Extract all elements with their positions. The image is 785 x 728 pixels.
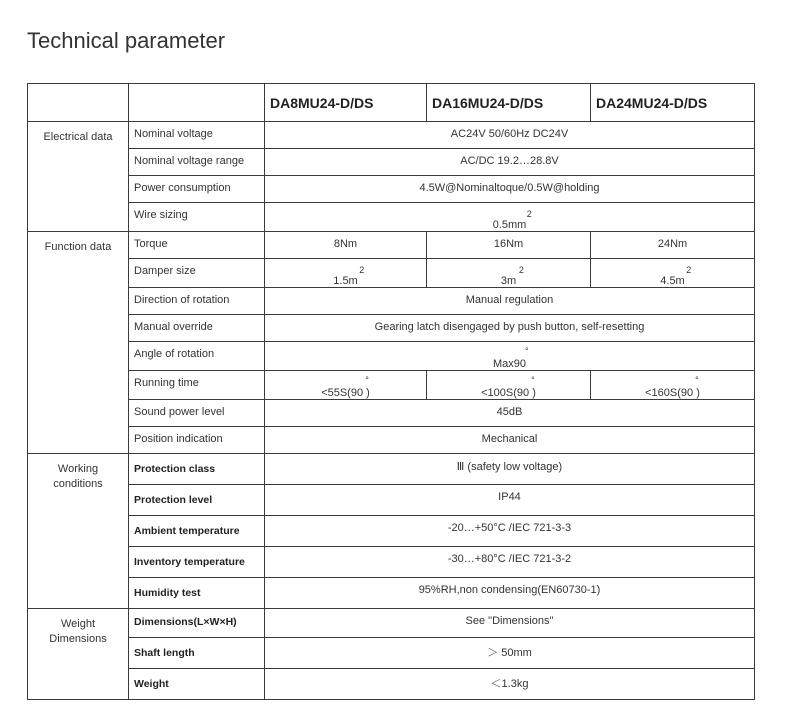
table-row	[28, 176, 755, 203]
row-label: Protection level	[129, 485, 265, 516]
row-label: Ambient temperature	[129, 516, 265, 547]
row-label: Damper size	[129, 259, 265, 288]
row-label: Direction of rotation	[129, 288, 265, 315]
row-label: Dimensions(L×W×H)	[129, 609, 265, 638]
column-header: DA8MU24-D/DS	[265, 84, 427, 122]
row-value: IP44	[265, 485, 755, 516]
row-label: Position indication	[129, 427, 265, 454]
row-label: Manual override	[129, 315, 265, 342]
superscript: 2	[526, 209, 532, 219]
angle-value: Max90	[492, 358, 527, 370]
table-row	[28, 638, 755, 669]
technical-parameter-table	[27, 83, 755, 700]
row-label: Nominal voltage	[129, 122, 265, 149]
section-label: Working conditions	[53, 463, 103, 490]
table-row	[28, 485, 755, 516]
row-label: Power consumption	[129, 176, 265, 203]
degree-symbol: °	[695, 375, 699, 385]
section-label: Weight Dimensions	[49, 618, 107, 645]
row-value: Ⅲ (safety low voltage)	[265, 454, 755, 485]
table-row	[28, 288, 755, 315]
row-label: Angle of rotation	[129, 342, 265, 371]
header-empty-label	[129, 84, 265, 122]
row-label: Sound power level	[129, 400, 265, 427]
superscript: 2	[686, 265, 692, 275]
row-value: ＜1.3kg	[265, 669, 755, 700]
row-value: -30…+80°C /IEC 721-3-2	[265, 547, 755, 578]
wire-sizing-value: 0.5mm	[492, 219, 527, 231]
row-label: Inventory temperature	[129, 547, 265, 578]
row-value: AC/DC 19.2…28.8V	[265, 149, 755, 176]
row-value	[265, 371, 427, 400]
superscript: 2	[359, 265, 365, 275]
row-label: Nominal voltage range	[129, 149, 265, 176]
row-value: 4.5W@Nominaltoque/0.5W@holding	[265, 176, 755, 203]
damper-size-value: 1.5m	[333, 275, 358, 287]
running-time-value: <100S(90 )	[481, 387, 536, 399]
table-row	[28, 122, 755, 149]
page-title: Technical parameter	[27, 28, 226, 53]
row-value: AC24V 50/60Hz DC24V	[265, 122, 755, 149]
table-row	[28, 578, 755, 609]
table-row	[28, 547, 755, 578]
row-value: Mechanical	[265, 427, 755, 454]
degree-symbol: °	[365, 375, 369, 385]
table-row	[28, 259, 755, 288]
damper-size-value: 3m	[500, 275, 517, 287]
row-value: Gearing latch disengaged by push button, self-resetting	[265, 315, 755, 342]
row-value: 24Nm	[591, 232, 755, 259]
degree-symbol: °	[531, 375, 535, 385]
row-value	[427, 259, 591, 288]
row-label: Shaft length	[129, 638, 265, 669]
table-row	[28, 342, 755, 371]
damper-size-value: 4.5m	[660, 275, 685, 287]
table-header-row	[28, 84, 755, 122]
header-empty-section	[28, 84, 129, 122]
row-value	[265, 259, 427, 288]
column-header: DA16MU24-D/DS	[427, 84, 591, 122]
row-label: Humidity test	[129, 578, 265, 609]
row-label: Weight	[129, 669, 265, 700]
row-value: See "Dimensions"	[265, 609, 755, 638]
row-value: -20…+50°C /IEC 721-3-3	[265, 516, 755, 547]
row-value: ＞ 50mm	[265, 638, 755, 669]
column-header: DA24MU24-D/DS	[591, 84, 755, 122]
row-value	[427, 371, 591, 400]
table-row	[28, 203, 755, 232]
table-row	[28, 516, 755, 547]
degree-symbol: °	[524, 346, 529, 356]
table-row	[28, 400, 755, 427]
row-value	[265, 203, 755, 232]
row-label: Running time	[129, 371, 265, 400]
section-weight-dimensions	[28, 609, 129, 700]
row-label: Wire sizing	[129, 203, 265, 232]
section-function-data: Function data	[28, 232, 129, 454]
section-working-conditions	[28, 454, 129, 609]
row-value	[591, 371, 755, 400]
row-value: 45dB	[265, 400, 755, 427]
table-row	[28, 427, 755, 454]
table-row	[28, 454, 755, 485]
table-row	[28, 149, 755, 176]
running-time-value: <160S(90 )	[645, 387, 700, 399]
row-value: 95%RH,non condensing(EN60730-1)	[265, 578, 755, 609]
row-label: Protection class	[129, 454, 265, 485]
row-value: 8Nm	[265, 232, 427, 259]
table-row	[28, 315, 755, 342]
row-value	[265, 342, 755, 371]
section-electrical-data: Electrical data	[28, 122, 129, 232]
row-label: Torque	[129, 232, 265, 259]
superscript: 2	[518, 265, 524, 275]
table-row	[28, 371, 755, 400]
running-time-value: <55S(90 )	[321, 387, 370, 399]
table-row	[28, 669, 755, 700]
row-value: Manual regulation	[265, 288, 755, 315]
table-row	[28, 232, 755, 259]
table-row	[28, 609, 755, 638]
row-value	[591, 259, 755, 288]
row-value: 16Nm	[427, 232, 591, 259]
